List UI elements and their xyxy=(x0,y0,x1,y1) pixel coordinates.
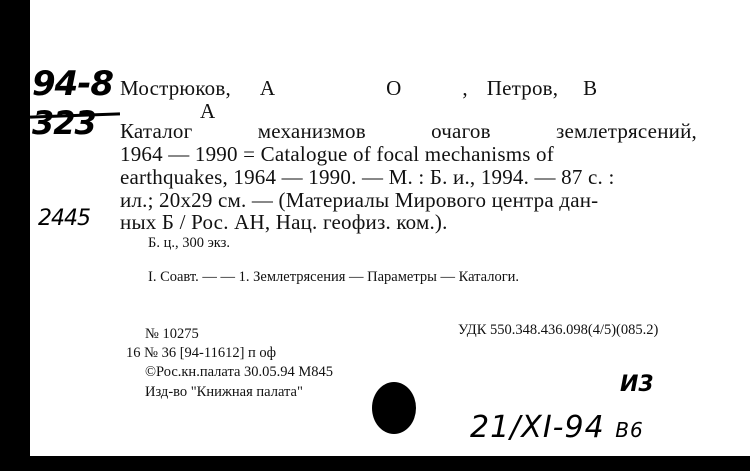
scan-border-left xyxy=(0,0,30,471)
title-line-1 xyxy=(120,119,697,144)
title-line-2: 1964 — 1990 = Catalogue of focal mechanisms of xyxy=(120,142,554,166)
author-2-initial-b: А xyxy=(200,99,216,123)
record-number: № 10275 xyxy=(145,326,199,342)
authors-line-1 xyxy=(120,76,597,101)
author-2-surname: Петров, xyxy=(486,76,559,100)
author-1-initial-b: О xyxy=(386,76,402,100)
handwritten-call-number: 94-8 xyxy=(32,64,114,104)
handwritten-side-note: 2445 xyxy=(38,206,90,231)
handwritten-date: 21/XI-94 xyxy=(470,410,605,445)
udk-code: УДК 550.348.436.098(4/5)(085.2) xyxy=(458,322,659,338)
publisher-line: Изд-во "Книжная палата" xyxy=(145,384,303,400)
title-line-5: ных Б / Рос. АН, Нац. геофиз. ком.). xyxy=(120,210,448,234)
registration-line: 16 № 36 [94-11612] п оф xyxy=(126,345,277,361)
price-line: Б. ц., 300 экз. xyxy=(148,235,231,251)
ink-blot xyxy=(372,382,416,434)
handwritten-corner-mark: И3 xyxy=(620,372,654,397)
title-word-1: Каталог xyxy=(120,119,193,143)
author-separator: , xyxy=(462,76,468,100)
handwritten-call-number-2: 323 xyxy=(32,104,96,142)
copyright-line: ©Рос.кн.палата 30.05.94 М845 xyxy=(145,364,334,380)
title-word-2: механизмов xyxy=(257,119,366,143)
author-2-initial-a: В xyxy=(583,76,598,100)
scan-border-bottom xyxy=(0,456,750,471)
handwritten-date-note xyxy=(470,410,644,445)
author-1-initial-a: А xyxy=(259,76,276,100)
author-1-surname: Мострюков, xyxy=(120,76,231,100)
title-word-3: очагов xyxy=(431,119,491,143)
title-line-4: ил.; 20х29 см. — (Материалы Мирового центра дан- xyxy=(120,188,599,212)
handwritten-date-suffix: В6 xyxy=(615,418,644,442)
title-line-3: earthquakes, 1964 — 1990. — М. : Б. и., 1994. — 87 с. : xyxy=(120,165,615,189)
subject-headings: I. Соавт. — — 1. Землетрясения — Параметры — Каталоги. xyxy=(148,269,520,285)
title-word-4: землетрясений, xyxy=(556,119,697,143)
